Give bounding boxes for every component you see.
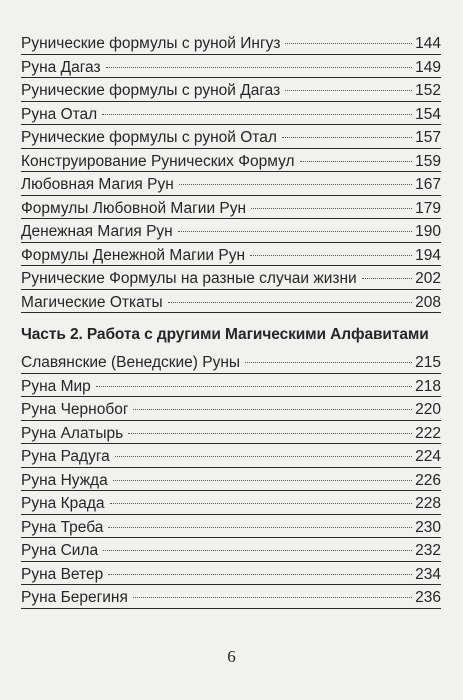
dot-leader (250, 255, 412, 256)
row-rule (21, 171, 441, 172)
toc-entry (21, 267, 441, 291)
toc-entry-title: Рунические формулы с руной Ингуз (21, 35, 281, 52)
dot-leader (96, 386, 412, 387)
toc-entry-title: Руна Отал (21, 105, 98, 123)
row-rule (21, 561, 441, 562)
toc-entry (21, 445, 441, 469)
dot-leader (102, 114, 412, 115)
row-rule (21, 54, 441, 55)
toc-entry-title: Руна Дагаз (21, 58, 101, 76)
dot-leader (282, 137, 412, 138)
dot-leader (108, 574, 412, 575)
row-rule (21, 195, 441, 196)
toc-entry-page: 218 (415, 377, 441, 395)
toc-entry-title: Любовная Магия Рун (21, 176, 174, 193)
row-rule (21, 396, 441, 397)
toc-entry-page: 224 (415, 448, 441, 465)
toc-section-part1 (21, 32, 441, 314)
dot-leader (251, 208, 412, 209)
row-rule (21, 148, 441, 149)
toc-entry-title: Руна Сила (21, 542, 99, 559)
toc-entry-page: 215 (415, 354, 441, 371)
row-rule (21, 584, 441, 585)
toc-entry-title: Руна Алатырь (21, 424, 124, 442)
dot-leader (285, 43, 412, 44)
toc-entry-page: 159 (415, 152, 441, 170)
toc-entry (21, 351, 441, 375)
toc-entry-title: Рунические Формулы на разные случаи жизни (21, 270, 357, 287)
toc-entry (21, 291, 441, 315)
toc-entry (21, 492, 441, 516)
row-rule (21, 124, 441, 125)
row-rule (21, 101, 441, 102)
toc-entry (21, 586, 441, 610)
dot-leader (103, 550, 412, 551)
toc-entry (21, 539, 441, 563)
toc-entry-page: 194 (415, 246, 441, 264)
toc-entry-page: 222 (415, 424, 441, 442)
toc-entry-page: 167 (415, 176, 441, 193)
toc-entry (21, 563, 441, 587)
dot-leader (168, 302, 412, 303)
dot-leader (115, 456, 412, 457)
toc-entry (21, 398, 441, 422)
toc-entry-title: Славянские (Венедские) Руны (21, 354, 241, 371)
toc-entry-page: 202 (415, 270, 441, 287)
toc-entry-title: Руна Радуга (21, 448, 110, 465)
toc-entry-title: Магические Откаты (21, 293, 163, 311)
toc-entry-page: 157 (415, 129, 441, 146)
dot-leader (133, 597, 412, 598)
row-rule (21, 443, 441, 444)
dot-leader (178, 231, 412, 232)
dot-leader (179, 184, 412, 185)
page-number: 6 (227, 647, 236, 666)
row-rule (21, 265, 441, 266)
toc-entry (21, 220, 441, 244)
toc-entry-title: Руна Мир (21, 377, 91, 395)
toc-entry-title: Рунические формулы с руной Отал (21, 129, 277, 146)
row-rule (21, 490, 441, 491)
dot-leader (110, 503, 413, 504)
toc-entry-page: 226 (415, 471, 441, 489)
dot-leader (128, 433, 412, 434)
dot-leader (133, 409, 412, 410)
toc-entry (21, 375, 441, 399)
dot-leader (113, 480, 412, 481)
toc-entry (21, 103, 441, 127)
toc-entry-page: 190 (415, 223, 441, 240)
toc-entry (21, 197, 441, 221)
row-rule (21, 514, 441, 515)
row-rule (21, 218, 441, 219)
toc-entry (21, 244, 441, 268)
toc-entry-page: 230 (415, 518, 441, 536)
row-rule (21, 467, 441, 468)
row-rule (21, 537, 441, 538)
row-rule (21, 242, 441, 243)
toc-entry (21, 32, 441, 56)
toc-entry-title: Формулы Любовной Магии Рун (21, 199, 247, 217)
dot-leader (106, 67, 413, 68)
toc-entry-page: 154 (415, 105, 441, 123)
toc-entry (21, 126, 441, 150)
toc-entry-page: 228 (415, 495, 441, 512)
row-rule (21, 77, 441, 78)
toc-entry (21, 173, 441, 197)
toc-entry-page: 232 (415, 542, 441, 559)
toc-entry-title: Формулы Денежной Магии Рун (21, 246, 246, 264)
row-rule (21, 420, 441, 421)
dot-leader (245, 362, 412, 363)
toc-entry-page: 149 (415, 58, 441, 76)
toc-entry (21, 79, 441, 103)
toc-entry-title: Руна Ветер (21, 565, 104, 583)
toc-entry-page: 144 (415, 35, 441, 52)
row-rule (21, 289, 441, 290)
toc-entry (21, 516, 441, 540)
toc-entry-page: 236 (415, 589, 441, 606)
toc-entry (21, 150, 441, 174)
row-rule (21, 373, 441, 374)
toc-entry (21, 56, 441, 80)
row-rule (21, 312, 441, 313)
row-rule (21, 608, 441, 609)
dot-leader (285, 90, 412, 91)
dot-leader (300, 161, 413, 162)
toc-entry-page: 234 (415, 565, 441, 583)
toc-entry (21, 422, 441, 446)
toc-entry-page: 179 (415, 199, 441, 217)
toc-entry-title: Руна Берегиня (21, 589, 128, 606)
toc-section-part2 (21, 351, 441, 610)
toc-entry (21, 469, 441, 493)
toc-entry-page: 208 (415, 293, 441, 311)
toc-entry-title: Руна Треба (21, 518, 104, 536)
toc-entry-page: 220 (415, 401, 441, 418)
toc-entry-title: Рунические формулы с руной Дагаз (21, 82, 281, 99)
table-of-contents (21, 32, 441, 610)
toc-entry-page: 152 (415, 82, 441, 99)
dot-leader (362, 278, 412, 279)
toc-entry-title: Денежная Магия Рун (21, 223, 173, 240)
toc-entry-title: Руна Крада (21, 495, 105, 512)
toc-entry-title: Руна Нужда (21, 471, 108, 489)
part-heading: Часть 2. Работа с другими Магическими Алфавитами (21, 326, 429, 343)
dot-leader (108, 527, 412, 528)
toc-entry-title: Руна Чернобог (21, 401, 129, 418)
toc-entry-title: Конструирование Рунических Формул (21, 152, 295, 170)
